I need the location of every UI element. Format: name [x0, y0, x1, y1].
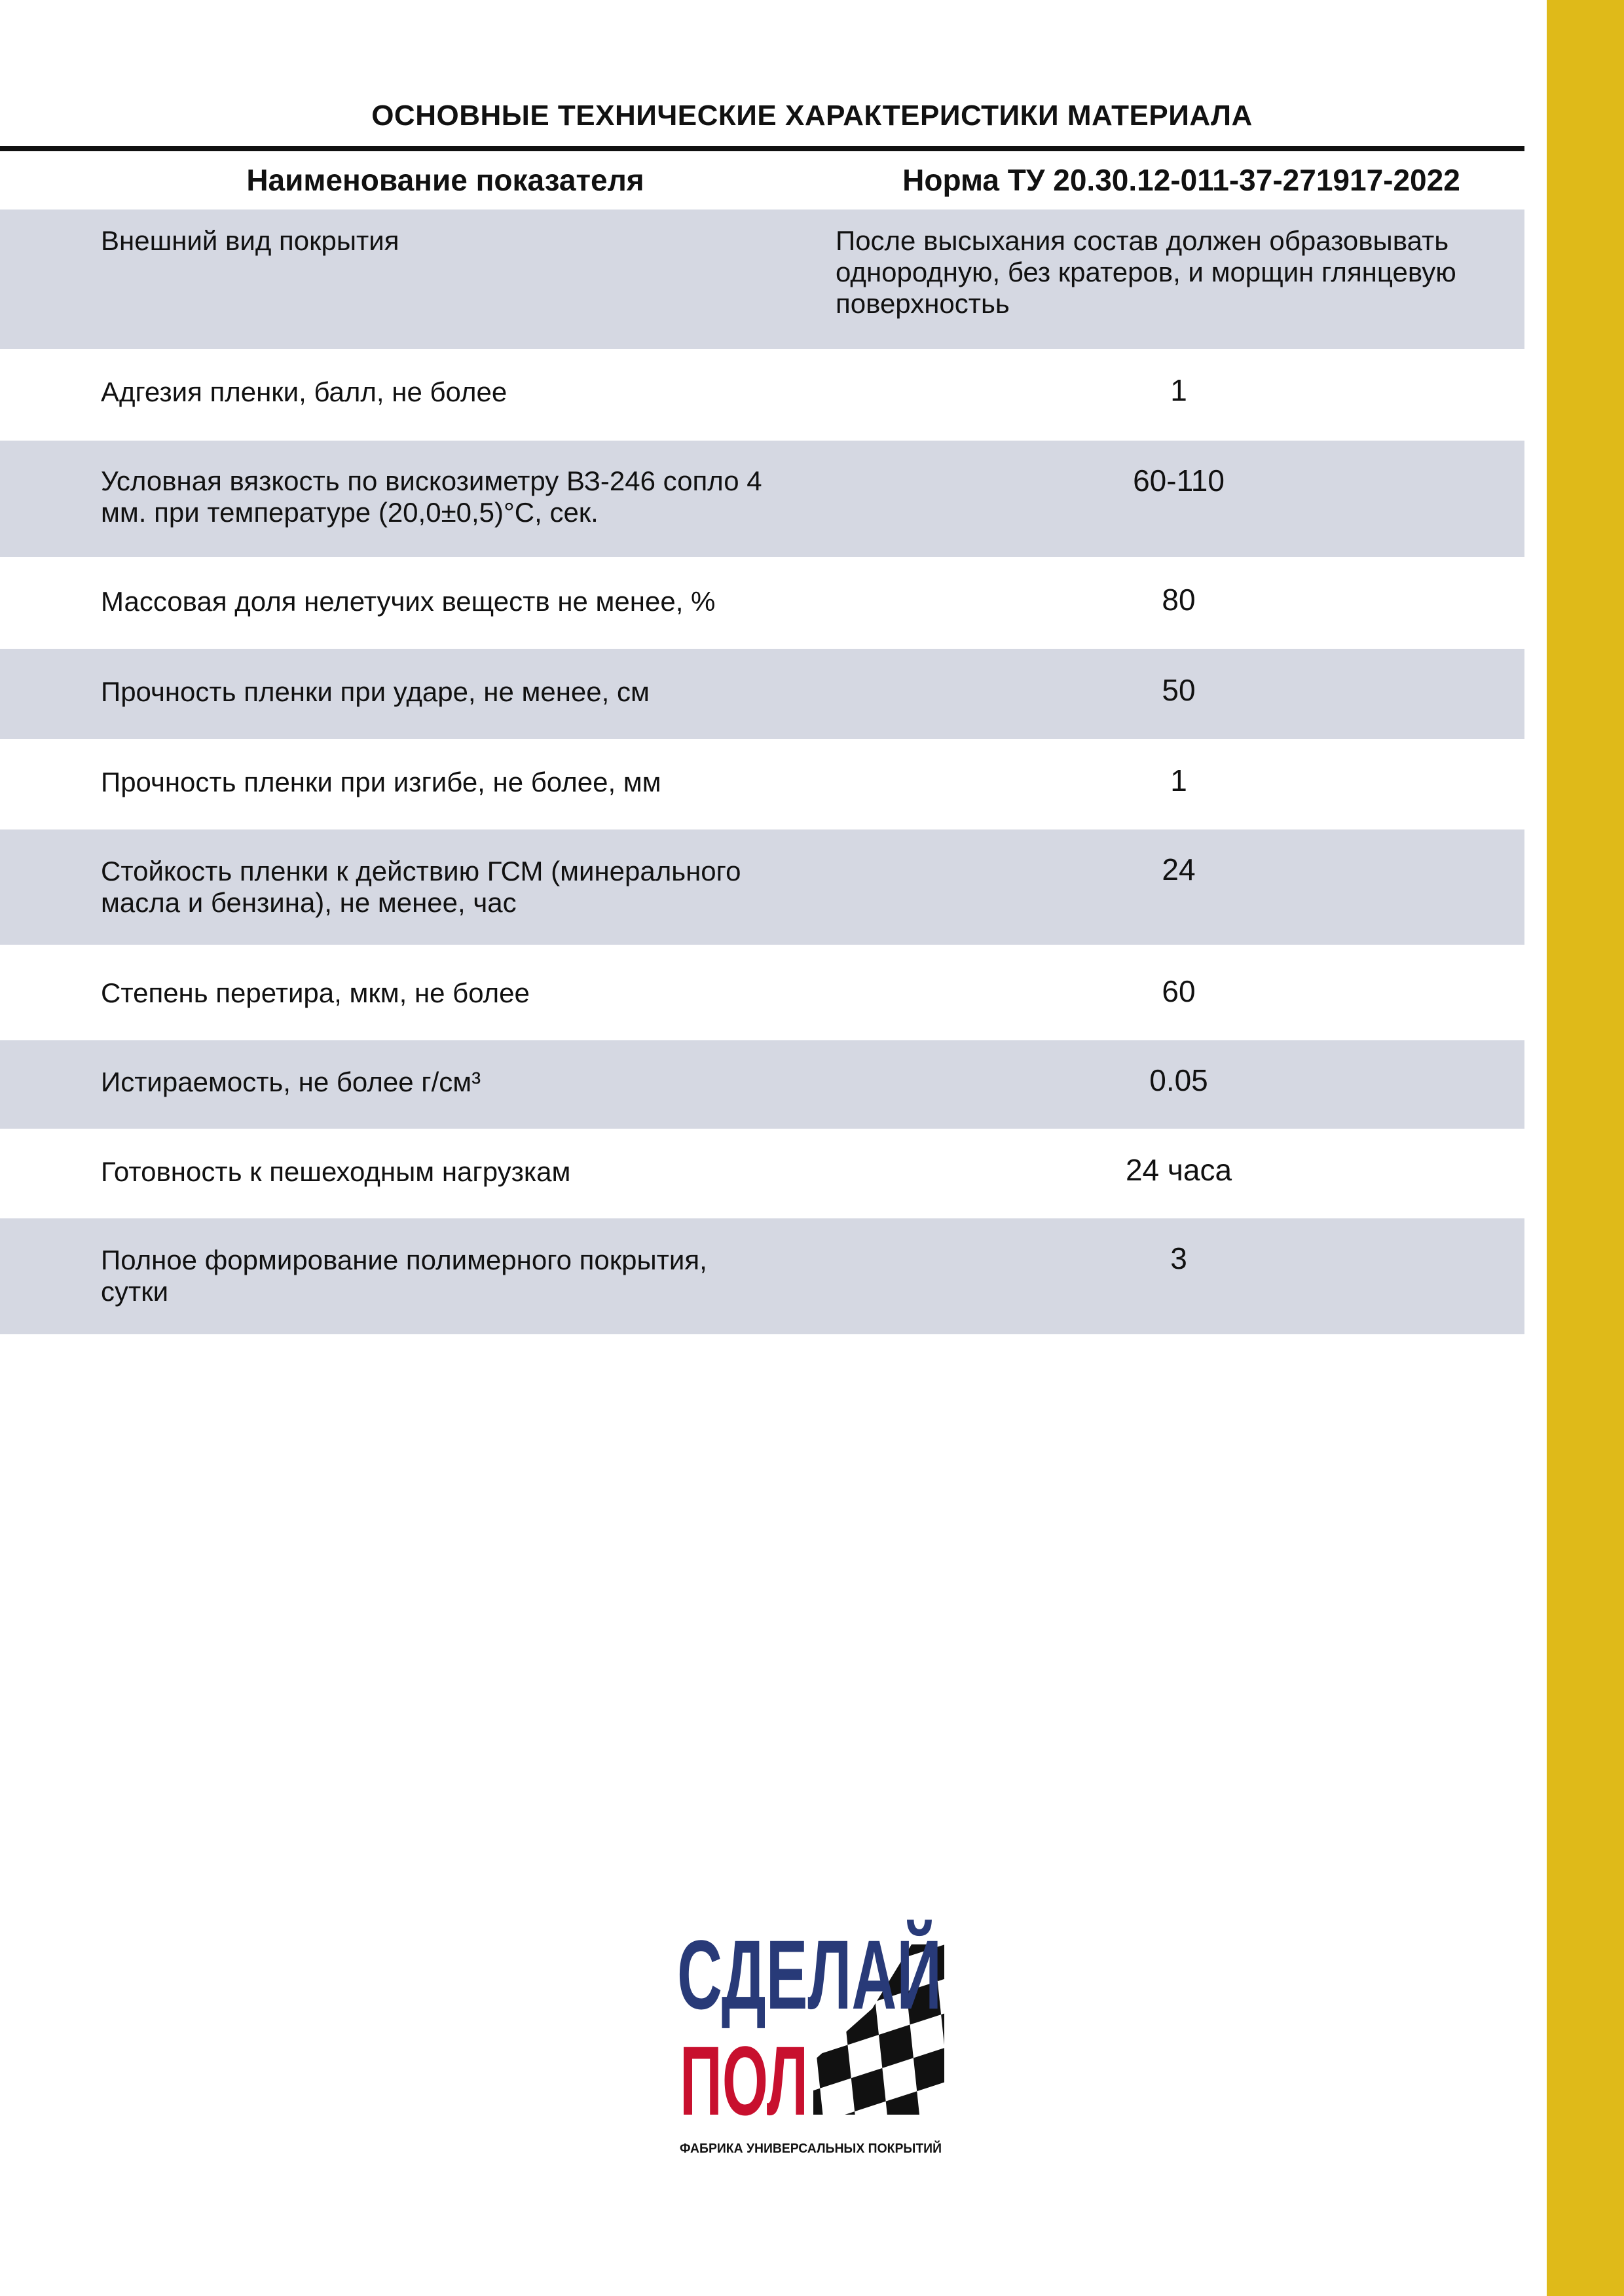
- row-name: Прочность пленки при изгибе, не более, мм: [101, 767, 661, 797]
- table-row: [0, 739, 1524, 829]
- table-row: [0, 829, 1524, 945]
- row-value: 80: [1162, 583, 1196, 617]
- table-row: [0, 1129, 1524, 1218]
- row-value: 3: [1170, 1241, 1187, 1275]
- row-value: 1: [1170, 763, 1187, 797]
- row-value: 60-110: [1133, 464, 1225, 498]
- row-value: 1: [1170, 373, 1187, 407]
- row-name: Полное формирование полимерного покрытия, сутки: [101, 1245, 707, 1307]
- row-value: После высыхания состав должен образовывать однородную, без кратеров, и морщин глянцевую поверхностьь: [836, 225, 1456, 319]
- row-name: Внешний вид покрытия: [101, 225, 399, 256]
- row-name: Массовая доля нелетучих веществ не менее, %: [101, 586, 716, 617]
- row-value: 0.05: [1149, 1063, 1208, 1097]
- logo-word-1: СДЕЛАЙ: [677, 1920, 1093, 2030]
- company-logo: [676, 1910, 1093, 2159]
- table-row: [0, 441, 1524, 557]
- document-title: ОСНОВНЫЕ ТЕХНИЧЕСКИЕ ХАРАКТЕРИСТИКИ МАТЕРИАЛА: [371, 100, 1253, 132]
- table-row: [0, 1218, 1524, 1334]
- row-name: Прочность пленки при ударе, не менее, см: [101, 676, 650, 707]
- logo-mark: [676, 1910, 1093, 2159]
- row-value: 24 часа: [1125, 1153, 1232, 1187]
- table-row: [0, 557, 1524, 649]
- row-name: Стойкость пленки к действию ГСМ (минерального масла и бензина), не менее, час: [101, 856, 741, 918]
- table-row: [0, 1040, 1524, 1129]
- table-row: [0, 210, 1524, 349]
- side-stripe: [1547, 0, 1624, 2296]
- row-value: 60: [1162, 974, 1196, 1008]
- table-row: [0, 945, 1524, 1040]
- row-name: Готовность к пешеходным нагрузкам: [101, 1156, 571, 1187]
- row-value: 24: [1162, 852, 1196, 886]
- row-value: 50: [1162, 673, 1196, 707]
- table-row: [0, 349, 1524, 441]
- row-name: Условная вязкость по вискозиметру ВЗ-246 сопло 4 мм. при температуре (20,0±0,5)°С, сек.: [101, 465, 762, 528]
- title-divider: [0, 146, 1524, 151]
- row-name: Степень перетира, мкм, не более: [101, 977, 530, 1008]
- column-header-norm: Норма ТУ 20.30.12-011-37-271917-2022: [902, 163, 1460, 197]
- logo-word-2: ПОЛ: [680, 2026, 808, 2136]
- row-name: Адгезия пленки, балл, не более: [101, 376, 507, 407]
- row-name: Истираемость, не более г/см³: [101, 1066, 481, 1097]
- column-header-name: Наименование показателя: [246, 163, 644, 197]
- logo-tagline: ФАБРИКА УНИВЕРСАЛЬНЫХ ПОКРЫТИЙ: [680, 2141, 951, 2156]
- table-row: [0, 649, 1524, 739]
